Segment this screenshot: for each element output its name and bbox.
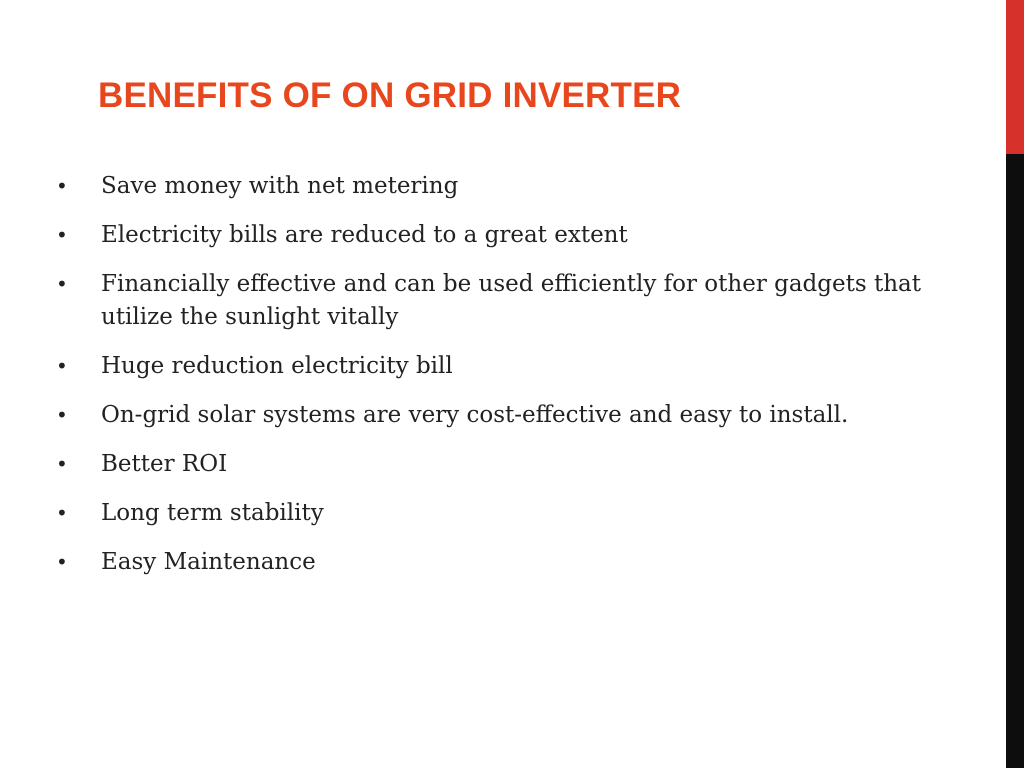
bullet-item bbox=[56, 399, 956, 432]
bullet-text: Huge reduction electricity bill bbox=[101, 353, 453, 379]
bullet-text: Better ROI bbox=[101, 451, 228, 477]
bullet-item bbox=[56, 546, 956, 579]
bullet-icon: • bbox=[56, 354, 68, 378]
accent-bar-bottom bbox=[1006, 154, 1024, 768]
bullet-text: On-grid solar systems are very cost-effective and easy to install. bbox=[101, 402, 849, 428]
accent-bar-top bbox=[1006, 0, 1024, 154]
bullet-item bbox=[56, 219, 956, 252]
bullet-text: Financially effective and can be used efficiently for other gadgets that utilize the sunlight vitally bbox=[101, 271, 921, 330]
bullet-icon: • bbox=[56, 501, 68, 525]
bullet-icon: • bbox=[56, 174, 68, 198]
bullet-text: Easy Maintenance bbox=[101, 549, 316, 575]
bullet-item bbox=[56, 497, 956, 530]
bullet-item bbox=[56, 268, 956, 334]
bullet-list bbox=[56, 170, 956, 595]
bullet-text: Electricity bills are reduced to a great extent bbox=[101, 222, 628, 248]
slide-title: BENEFITS OF ON GRID INVERTER bbox=[98, 76, 682, 115]
bullet-icon: • bbox=[56, 452, 68, 476]
bullet-item bbox=[56, 350, 956, 383]
bullet-item bbox=[56, 170, 956, 203]
bullet-icon: • bbox=[56, 223, 68, 247]
bullet-icon: • bbox=[56, 272, 68, 296]
bullet-item bbox=[56, 448, 956, 481]
bullet-icon: • bbox=[56, 403, 68, 427]
bullet-text: Save money with net metering bbox=[101, 173, 459, 199]
bullet-icon: • bbox=[56, 550, 68, 574]
bullet-text: Long term stability bbox=[101, 500, 324, 526]
